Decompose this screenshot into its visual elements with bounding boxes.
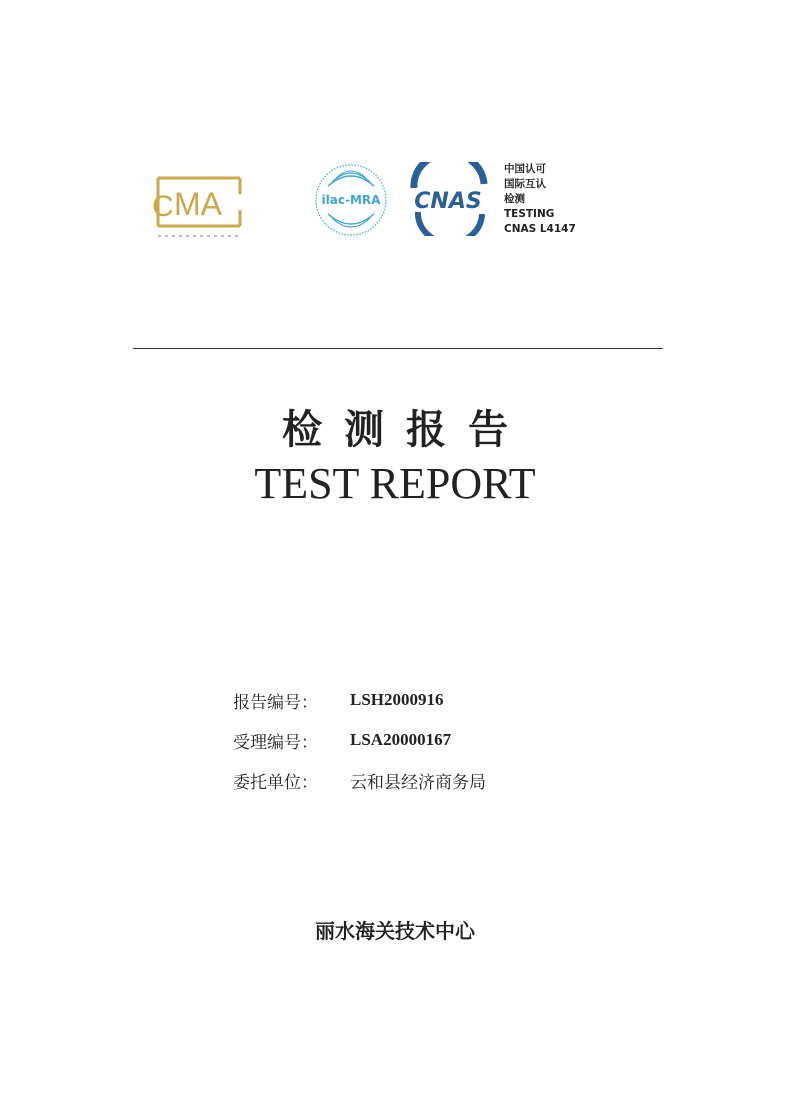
cnas-line-2: 国际互认	[504, 178, 546, 190]
client-value: 云和县经济商务局	[350, 772, 486, 793]
cnas-line-4: TESTING	[504, 208, 555, 220]
cnas-accreditation-text	[504, 162, 624, 237]
acceptance-number-value: LSA20000167	[350, 730, 452, 749]
report-title-english: TEST REPORT	[254, 459, 536, 508]
cnas-logo	[404, 162, 492, 236]
cnas-line-1: 中国认可	[504, 163, 546, 175]
client-label: 委托单位：	[233, 772, 318, 793]
svg-text:ilac-MRA: ilac-MRA	[321, 193, 381, 207]
cma-logo	[148, 170, 248, 240]
cnas-line-5: CNAS L4147	[504, 223, 576, 235]
acceptance-number-label: 受理编号：	[233, 732, 318, 753]
report-number-row	[233, 680, 653, 720]
cnas-line-3: 检测	[504, 193, 525, 205]
issuing-organization: 丽水海关技术中心	[315, 919, 475, 943]
acceptance-number-row	[233, 720, 653, 760]
report-info	[233, 680, 653, 800]
report-number-value: LSH2000916	[350, 690, 444, 709]
svg-text:MA: MA	[174, 186, 222, 222]
client-row	[233, 760, 653, 800]
svg-text:CNAS: CNAS	[414, 189, 482, 214]
report-title-chinese: 检测报告	[282, 407, 530, 453]
ilac-mra-logo	[314, 158, 388, 242]
report-number-label: 报告编号：	[233, 692, 318, 713]
svg-text:C: C	[152, 190, 174, 223]
header-divider	[133, 348, 663, 349]
accreditation-logos	[0, 150, 790, 250]
